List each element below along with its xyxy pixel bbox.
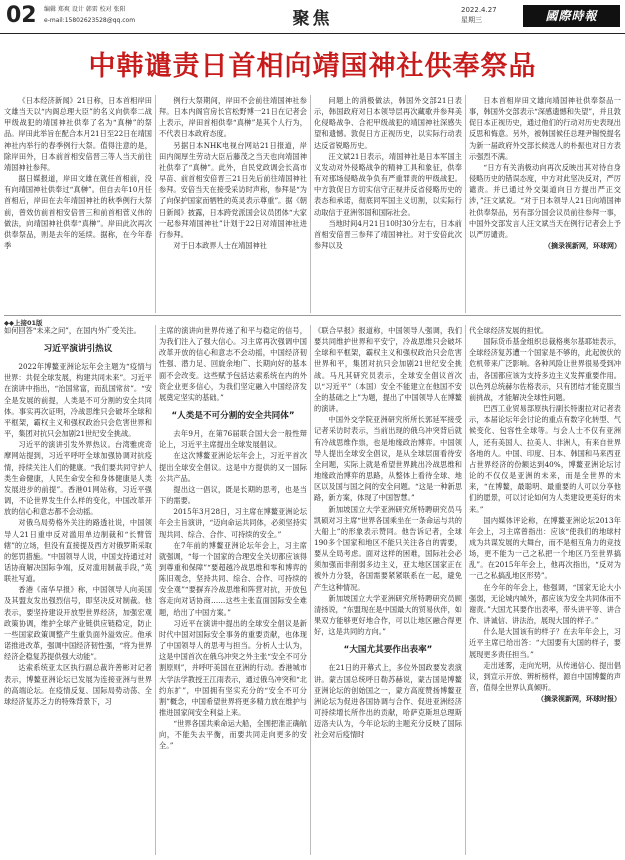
article-paragraph: 在这次博鳌亚洲论坛年会上，习近平首次提出全球安全倡议。这是中方提供的又一国际公共产品。 — [159, 451, 307, 483]
newspaper-logo: 國際時報 — [523, 5, 620, 27]
column-rule — [155, 325, 156, 855]
editor-email: e-mail:15802623528@qq.com — [44, 17, 136, 24]
article-paragraph: 例行大祭期间，岸田不会前往靖国神社参拜。日本内阁官房长官松野博一21日在记者会上表示，岸田首相供奉“真榊”是其个人行为，不代表日本政府态度。 — [159, 96, 307, 139]
column-rule — [310, 95, 311, 313]
article-paragraph: 汪文斌21日表示，靖国神社是日本军国主义发动对外侵略战争的精神工具和象征，供奉有对那场侵略战争负有严重罪责的甲级战犯。中方敦促日方切实信守正视并反省侵略历史的表态和承诺，彻底同军国主义切割，以实际行动取信于亚洲邻国和国际社会。 — [314, 151, 462, 217]
article-paragraph: 达索系统亚太区执行副总裁许善彬对记者表示，博鳌亚洲论坛已发展为连接亚洲与世界的高端论坛。在疫情反复、国际局势动荡、全球经济复苏乏力的特殊背景下，习 — [4, 663, 152, 706]
article-paragraph: 去年9月，在第76届联合国大会一般性辩论上，习近平主席提出全球发展倡议。 — [159, 429, 307, 450]
article-paragraph: 主席的演讲向世界传递了和平与稳定的信号，为我们注入了强大信心。习主席再次强调中国改革开放的信心和意志不会动摇，中国经济韧性强、潜力足、回旋余地广、长期向好的基本面不会改变。这些赋予包括达索系统在内的外资企业更多信心，为我们坚定融入中国经济发展奠定坚实的基础。” — [159, 326, 307, 402]
issue-weekday: 星期三 — [461, 16, 482, 24]
article-paragraph: 新加坡国立大学亚洲研究所特聘研究员顾清扬说，“东盟现在是中国最大的贸易伙伴，如果双方能够更好地合作，可以让地区融合得更好，这是共同的方向。” — [314, 593, 462, 637]
article-paragraph: 2015年3月28日，习主席在博鳌亚洲论坛年会主旨演讲，“迈向命运共同体，必须坚持实现共同、综合、合作、可持续的安全。” — [159, 507, 307, 539]
article-paragraph: 《日本经济新闻》21日称，日本首相岸田文雄当天以“内阁总理大臣”的名义向供奉二战甲级战犯的靖国神社供奉了名为“真榊”的祭品。岸田此举旨在配合本月21日至22日在靖国神社内举行的春季例行大祭。值得注意的是，除岸田外，日本前首相安倍晋三等人当天前往靖国神社参拜。 — [4, 96, 152, 172]
article-paragraph: 巴西工业贸易部原执行副长特谢拉对记者表示，本届论坛年会讨论的重点有数字化转型、气候变化、包容性全球等。与会人士不仅有亚洲人，还有美国人、拉美人、非洲人，有来自世界各地的人。中国、印度、日本、韩国和马来西亚占世界经济的份额达到40%，博鳌亚洲论坛讨论的不仅仅是亚洲的未来，而是全世界的未来，“在博鳌，最聪明、最重要的人可以分享他们的愿景，可以讨论如何为人类建设更美好的未来。” — [469, 404, 621, 514]
article-paragraph: 代全球经济发展的担忧。 — [469, 326, 549, 335]
article-paragraph: 在21日的开幕式上，多位外国政要发表演讲。蒙古国总统呼日勒苏赫说，蒙古国是博鳌亚洲论坛的创始国之一，蒙方高度赞扬博鳌亚洲论坛为促进各国协调与合作、促进亚洲经济可持续增长所作出的贡献，哈萨克斯坦总理斯迈洛夫认为，今年论坛的主题充分反映了国际社会对后疫情时 — [314, 663, 462, 740]
article-paragraph: 对俄乌局势格外关注的路透社说，中国领导人21日重申反对滥用单边制裁和“长臂管辖”的立场，但没有直接提及西方对俄罗斯采取的惩罚措施。“中国领导人说，中国支持通过对话协商解决国际争端，反对滥用制裁手段，”英联社写道。 — [4, 518, 152, 584]
subheading: “人类是不可分割的安全共同体” — [171, 411, 295, 422]
continued-from-label: ◆◆上接01版 — [4, 319, 43, 327]
article-paragraph: 香港《南华早报》称，中国领导人向美国及其盟友发出强烈信号，即坚决反对制裁。他表示，要坚持建设开放型世界经济，加强宏观政策协调，维护全球产业链供应链稳定，防止一些国家政策调整产生重负面外溢效应。他承诺推进改革，强调中国经济韧性强，“将为世界经济企稳复苏提供强大动能”。 — [4, 585, 152, 662]
article-paragraph: 如何回答“未来之问”，在国内外广受关注。 — [4, 326, 141, 335]
subheading: “大国尤其要作出表率” — [343, 645, 433, 656]
article-paragraph: 在今年的年会上，他强调，“国家无论大小强弱，无论城内城外，都应该为安全共同体而不谢责。”大国尤其要作出表率，带头讲平等、讲合作、讲诚信、讲法治，展现大国的样子。” — [469, 582, 621, 626]
column-rule — [310, 325, 311, 855]
column-rule — [465, 95, 466, 313]
article-paragraph: 国际货币基金组织总裁格奥尔基耶娃表示，全球经济复苏遭一个国家是不够的，此起彼伏的危机带来广泛影响。各种风险让世界很易受到冲击，各国都应该为支持多边主义发挥重要作用。以色列总统赫尔佐格表示，只有团结才能克服当前挑战，才能解决全球性问题。 — [469, 337, 621, 402]
article-paragraph: （摘录视新网，环球网） — [544, 241, 621, 251]
column-rule — [465, 325, 466, 855]
article-paragraph: 2022年博鳌亚洲论坛年会主题为“疫情与世界：共促全球发展，构建共同未来”。习近平在演讲中指出，“治国常富，而乱国常贫”。“安全是发展的前提，人类是不可分割的安全共同体。事实再次证明，冷战思维只会破坏全球和平框架，霸权主义和强权政治只会危害世界和平，集团对抗只会加剧21世纪安全挑战。 — [4, 362, 152, 439]
section-title: 聚焦 — [292, 9, 333, 29]
page-number: 02 — [6, 3, 37, 28]
article-paragraph: 习近平在演讲中提出的全球安全倡议是新时代中国对国际安全事务的重要贡献，也体现了中国领导人的思考与担当。分析人士认为，这是中国首次在俄乌冲突之外主张“安全不可分割原则”，并呼吁美国在亚洲的行动。香港城市大学法学教授王江雨表示，通过俄乌冲突和“北约东扩”，中国拥有坚实充分的“安全不可分割”概念，中国希望世界将更多精力放在维护与推进国家间安全利益上来。 — [159, 618, 307, 717]
bottom-column-4 — [469, 325, 621, 860]
section-divider — [4, 315, 621, 316]
bottom-column-3 — [314, 325, 462, 860]
masthead — [0, 0, 625, 34]
article-paragraph: 对于日本政界人士在靖国神社 — [173, 241, 267, 251]
article-paragraph: 在7年前的博鳌亚洲论坛年会上，习主席就强调，“每一个国家的合理安全关切都应该得到尊重和保障”“要超越冷战思维和零和博弈的陈旧观念，坚持共同、综合、合作、可持续的安全观”“要摒弃冷战思维和阵营对抗，开放包容走向对话协商……这些主张直面国际安全难题，给出了中国方案。” — [159, 540, 307, 617]
column-rule — [155, 95, 156, 313]
article-paragraph: 《联合早报》报道称，中国领导人强调，我们要共同维护世界和平安宁，冷战思维只会破坏全球和平框架，霸权主义和强权政治只会危害世界和平，集团对抗只会加剧21世纪安全挑战。马凡其研究员表示，全球安全倡议首次以“习近平”（本国）安全不能建立在他国不安全的基础之上”为题，提出了中国领导人在博鳌的演讲。 — [314, 326, 462, 414]
article-paragraph: 日本首相岸田文雄向靖国神社供奉祭品一事，韩国外交部表示“深感遗憾和失望”，并且敦促日本正视历史，通过他们的行动对历史表现出反思和悔意。另外，被韩国候任总理尹锡悦提名为新一届政府外交部长候选人的朴振也对日方表示强烈不满。 — [469, 96, 621, 161]
article-paragraph: “世界各国共乘命运大船，全围把准正确航向，不能失去平衡，而要共同走向更多的安全。” — [159, 719, 307, 751]
editors-line: 编辑 郑爽 设计 韩雷 校对 张阳 — [44, 6, 126, 13]
article-paragraph: 新加坡国立大学亚洲研究所特聘研究员马凯硕对习主席“世界各国乘坐在一条命运与共的大船上”的形象表示赞同。他告诉记者，全球190多个国家和地区不能只关注各自的需要，要从全局考虑。面对这样的困难，国际社会必须加强而非削弱多边主义，亚太地区国家正在被外力分裂，各国需要紧紧联系在一起，避免产生这种情况。 — [314, 504, 462, 592]
article-paragraph: 中国外交学院亚洲研究所所长郭延军接受记者采访时表示，当前出现的俄乌冲突背后就有冷战思维作祟，也是地缘政治博弈。中国领导人提出全球安全倡议，是从全球层面看待安全问题，实际上就是希望世界跳出冷战思维和地缘政治博弈的思路，从整体上看待全球、地区以及国与国之间的安全问题。“这是一种新思路，新方案，体现了中国智慧。” — [314, 415, 462, 503]
byline: （摘录视新网，环球时报） — [537, 694, 621, 704]
article-paragraph: 另据日本NHK电视台网站21日报道，岸田内阁厚生劳动大臣后藤茂之当天也向靖国神社供奉了“真榊”。此外，自民党政调会长高市早苗、前首相安倍晋三21日先后前往靖国神社参拜。安倍当天在接受采访时声称，参拜是“为了向保护国家而牺牲的英灵表示尊重”。据《朝日新闻》披露，日本跨党派国会议员团体“大家一起参拜靖国神社”计划于22日对靖国神社进行参拜。 — [159, 140, 307, 239]
bottom-column-2 — [159, 325, 307, 860]
article-paragraph: 习近平的演讲引发外界热议。台湾雅虎奇摩网站提到，习近平呼吁全球加强协调对抗疫情，持续关注人们的健康。“我们要共同守护人类生命健康，人民生命安全和身体健康是人类发展进步的前提”。香港01网站称，习近平强调，不论世界发生什么样的变化，中国改革开放的信心和意志都不会动摇。 — [4, 440, 152, 517]
article-paragraph: 什么是大国该有的样子？在去年年会上，习近平主席已给出答：“大国要有大国的样子，要展现更多责任担当。” — [469, 627, 621, 659]
bottom-column-1 — [4, 325, 152, 860]
article-paragraph: 国内媒体评论称，在博鳌亚洲论坛2013年年会上，习主席曾指出：应该“使我们的地球村成为共谋发展的大舞台，而不是相互角力的竞技场，更不能为一己之私把一个地区乃至世界搞乱”。在2015年年会上，他再次指出，“反对为一己之私搞乱地区形势”。 — [469, 515, 621, 581]
article-paragraph: 当地时间4月21日10时30分左右，日本前首相安倍晋三参拜了靖国神社。对于安倍此次参拜以及 — [314, 218, 462, 251]
top-column-1 — [4, 95, 152, 313]
top-column-3 — [314, 95, 462, 313]
date-block — [461, 5, 497, 25]
article-paragraph: 据日媒报道，岸田文雄在就任首相前，没有向靖国神社供奉过“真榊”。但自去年10月任首相后，岸田在去年靖国神社的秋季例行大祭前，曾效仿前首相安倍晋三和前首相菅义伟的做法，向靖国神社供奉“真榊”。岸田此次再次供奉祭品，则是去年的延续。据称，在今年春季 — [4, 174, 152, 251]
headline: 中韩谴责日首相向靖国神社供奉祭品 — [88, 51, 537, 82]
article-paragraph: 提出这一倡议，既是长期的思考，也是当下的需要。 — [159, 484, 307, 506]
subheading: 习近平演讲引热议 — [43, 344, 113, 355]
article-paragraph: 问题上的消极做法，韩国外交部21日表示，韩国政府对日本领导层再次藏歌并参拜美化侵略战争、合祀甲级战犯的靖国神社深感失望和遗憾。敦促日方正视历史，以实际行动表达反省锐略历史。 — [314, 96, 462, 150]
issue-date: 2022.4.27 — [461, 6, 497, 14]
top-column-2 — [159, 95, 307, 313]
article-paragraph: “日方有关消极动向再次反映出其对待自身侵略历史的错误态度，中方对此坚决反对，严厉谴责。并已通过外交渠道向日方提出严正交涉，”汪文斌说。“对于日本领导人21日向靖国神社供奉祭品，另有部分国会议员前往参拜一事，中国外交部发言人汪文斌当天在例行记者会上予以严厉谴责。 — [469, 162, 621, 239]
top-column-4 — [469, 95, 621, 313]
article-paragraph: 走出迷雾，走向光明，从传递信心、提出倡议，到宣示开放、辨析榜样，源自中国博鳌的声音，值得全世界认真倾听。 — [469, 660, 621, 692]
